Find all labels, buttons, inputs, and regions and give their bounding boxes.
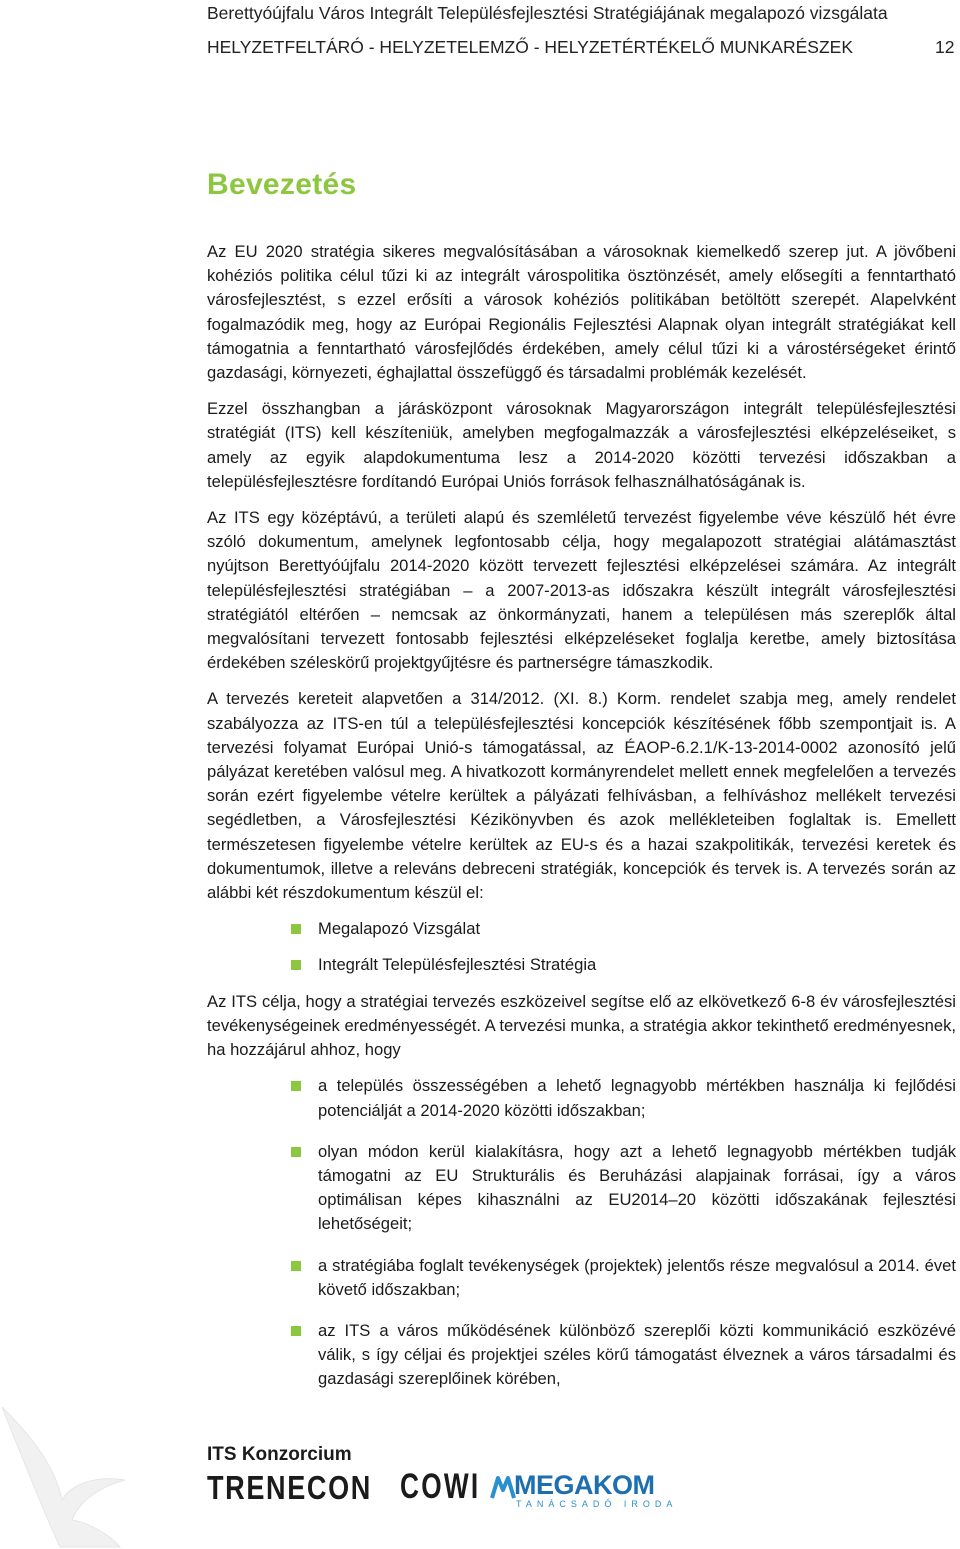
bird-watermark-icon bbox=[0, 1405, 140, 1549]
running-header-title: Berettyóújfalu Város Integrált Településfejlesztési Stratégiájának megalapozó vizsgálata bbox=[207, 3, 888, 23]
list-item bbox=[207, 1254, 956, 1302]
list-item-text: Megalapozó Vizsgálat bbox=[318, 919, 481, 939]
paragraph: Az ITS célja, hogy a stratégiai tervezés eszközeivel segítse elő az elkövetkező 6-8 év városfejlesztési tevékenységeinek eredményességét. A tervezési munka, a stratégia akkor tekinthető eredményesnek, ha hozzájárul ahhoz, hogy bbox=[207, 991, 956, 1060]
paragraph: A tervezés kereteit alapvetően a 314/2012. (XI. 8.) Korm. rendelet szabja meg, amely rendelet szabályozza az ITS-en túl a településfejlesztési koncepciók készítésének főbb szempontjait is. A tervezési folyamat Európai Unió-s támogatással, az ÉAOP-6.2.1/K-13-2014-0002 azonosító jelű pályázat keretében valósul meg. A hivatkozott kormányrendelet mellett ennek megfelelően a tervezés során ezért figyelembe vételre kerültek a pályázati felhívásban, a felhíváshoz mellékelt tervezési segédletben, a Városfejlesztési Kézikönyvben és azok mellékleteiben foglaltak is. Emellett természetesen figyelembe vételre kerültek az EU-s és a hazai szakpolitikák, tervezési keretek és dokumentumok, illetve a releváns debreceni stratégiák, koncepciók és tervek is. A tervezés során az alábbi két részdokumentum készül el: bbox=[207, 689, 956, 903]
trenecon-logo: TRENECON bbox=[207, 1469, 372, 1506]
list-item-text: olyan módon kerül kialakításra, hogy azt a lehető legnagyobb mértékben tudják támogatni az EU Strukturális és Beruházási alapjainak forrásai, így a város optimálisan képes kihasználni az EU2014–20 közötti időszakának fejlesztési lehetőségeit; bbox=[318, 1141, 956, 1234]
megakom-name: MEGAKOM bbox=[514, 1470, 655, 1500]
list-item bbox=[207, 1140, 956, 1237]
paragraph: Az EU 2020 stratégia sikeres megvalósításában a városoknak kiemelkedő szerep jut. A jövőbeni kohéziós politika célul tűzi ki az integrált várospolitika ösztönzését, amely elősegíti a fenntartható városfejlesztést, s ezzel erősíti a városok kohéziós politikában betöltött szerepét. Alapelvként fogalmazódik meg, hogy az Európai Regionális Fejlesztési Alapnak olyan integrált stratégiákat kell támogatnia a fenntartható városfejlődés érdekében, amely célul tűzi ki a várostérségeket érintő gazdasági, környezeti, éghajlattal összefüggő és társadalmi problémák kezelését. bbox=[207, 242, 956, 383]
document-body bbox=[207, 240, 956, 1409]
square-bullet-icon bbox=[291, 1081, 301, 1091]
list-item bbox=[207, 917, 956, 941]
list-item-text: Integrált Településfejlesztési Stratégia bbox=[318, 955, 597, 975]
list-item bbox=[207, 1074, 956, 1122]
list-item bbox=[207, 953, 956, 977]
megakom-mark-icon bbox=[490, 1472, 516, 1502]
square-bullet-icon bbox=[291, 1261, 301, 1271]
paragraph: Ezzel összhangban a járásközpont városoknak Magyarországon integrált településfejlesztési stratégiát (ITS) kell készíteniük, amelyben megfogalmazzák a városfejlesztési elképzeléseiket, s amely az egyik alapdokumentuma lesz a 2014-2020 közötti tervezési időszakban a településfejlesztésre fordítandó Európai Uniós források felhasználhatóságának is. bbox=[207, 399, 956, 491]
square-bullet-icon bbox=[291, 924, 301, 934]
square-bullet-icon bbox=[291, 1326, 301, 1336]
list-item-text: a település összességében a lehető legnagyobb mértékben használja ki fejlődési potenciálját a 2014-2020 közötti időszakban; bbox=[318, 1076, 956, 1120]
document-list bbox=[207, 917, 956, 977]
list-item bbox=[207, 1319, 956, 1392]
running-header-subtitle: HELYZETFELTÁRÓ - HELYZETELEMZŐ - HELYZETÉRTÉKELŐ MUNKARÉSZEK bbox=[207, 37, 853, 57]
consortium-label: ITS Konzorcium bbox=[207, 1444, 352, 1465]
goals-list bbox=[207, 1074, 956, 1391]
paragraph: Az ITS egy középtávú, a területi alapú és szemléletű tervezést figyelembe véve készülő hét évre szóló dokumentum, amelynek legfontosabb célja, hogy megalapozott stratégiai alátámasztást nyújtson Berettyóújfalu 2014-2020 között tervezett fejlesztési elképzelései számára. Az integrált településfejlesztési stratégiában – a 2007-2013-as időszakra készült integrált városfejlesztési stratégiától eltérően – nemcsak az önkormányzati, hanem a településen más szereplők által megvalósítani tervezett fontosabb fejlesztési elképzeléseket foglalja keretbe, amely biztosítása érdekében széleskörű projektgyűjtésre és partnerségre támaszkodik. bbox=[207, 508, 956, 673]
megakom-subtitle: TANÁCSADÓ IRODA bbox=[516, 1499, 678, 1509]
square-bullet-icon bbox=[291, 1147, 301, 1157]
list-item-text: a stratégiába foglalt tevékenységek (projektek) jelentős része megvalósul a 2014. évet követő időszakban; bbox=[318, 1255, 956, 1299]
cowi-logo: COWI bbox=[400, 1467, 481, 1506]
section-title: Bevezetés bbox=[207, 168, 357, 201]
square-bullet-icon bbox=[291, 960, 301, 970]
list-item-text: az ITS a város működésének különböző szereplői közti kommunikáció eszközévé válik, s így céljai és projektjei széles körű támogatást élveznek a város társadalmi és gazdasági szereplőinek körében, bbox=[318, 1320, 956, 1389]
page-number: 12 bbox=[935, 37, 955, 57]
